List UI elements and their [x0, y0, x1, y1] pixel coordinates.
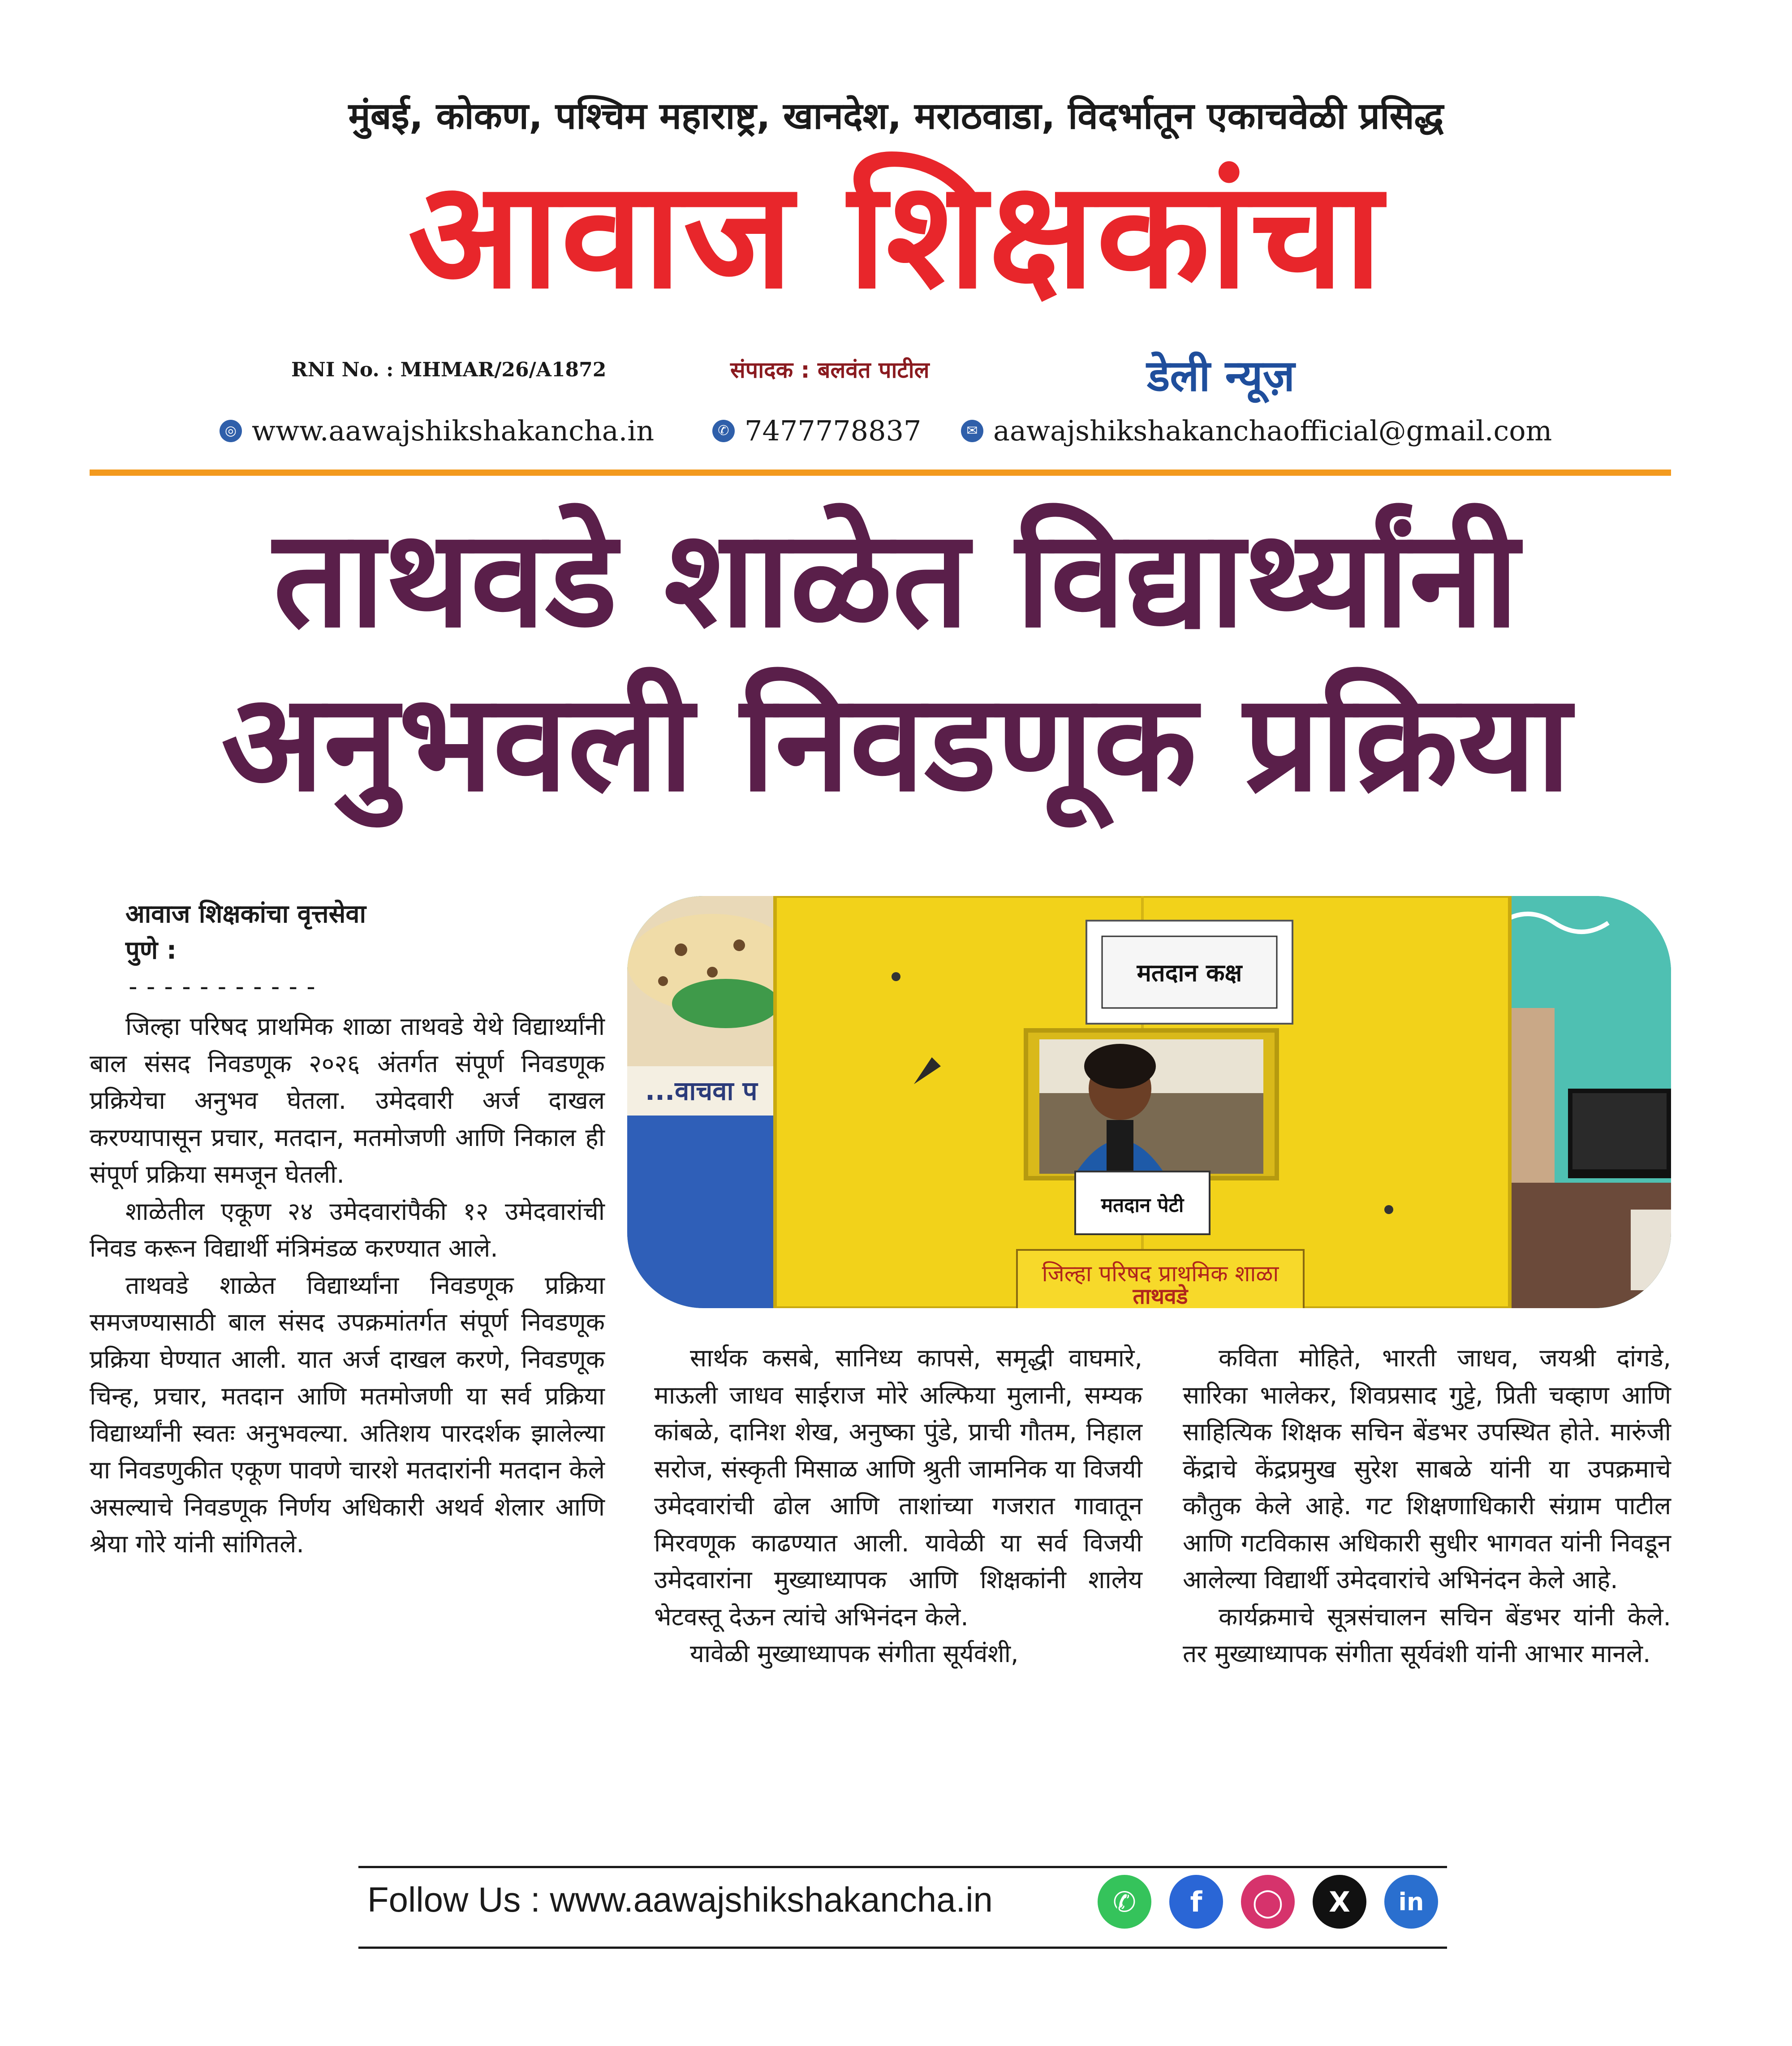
footer-divider-bottom [358, 1947, 1447, 1949]
daily-news-label: डेली न्यूज़ [1147, 351, 1295, 401]
paragraph: सार्थक कसबे, सानिध्य कापसे, समृद्धी वाघमारे, माऊली जाधव साईराज मोरे अल्फिया मुलानी, सम्यक कांबळे, दानिश शेख, अनुष्का पुंडे, प्राची गौतम, निहाल सरोज, संस्कृती मिसाळ आणि श्रुती जामनिक या विजयी उमेदवारांची ढोल आणि ताशांच्या गजरात गावातून मिरवणूक काढण्यात आली. यावेळी या सर्व विजयी उमेदवारांना मुख्याध्यापक आणि शिक्षकांनी शालेय भेटवस्तू देऊन त्यांचे अभिनंदन केले. [654, 1344, 1142, 1631]
byline-separator: ----------- [125, 972, 321, 1001]
paragraph: कविता मोहिते, भारती जाधव, जयश्री दांगडे, सारिका भालेकर, शिवप्रसाद गुट्टे, प्रिती चव्हाण आणि साहित्यिक शिक्षक सचिन बेंडभर उपस्थित होते. मारुंजी केंद्राचे केंद्रप्रमुख सुरेश साबळे यांनी या उपक्रमाचे कौतुक केले आहे. गट शिक्षणाधिकारी संग्राम पाटील आणि गटविकास अधिकारी सुधीर भागवत यांनी निवडून आलेल्या विद्यार्थी उमेदवारांचे अभिनंदन केले आहे. [1183, 1344, 1671, 1594]
article-photo [627, 896, 1671, 1308]
editor-name: संपादक : बलवंत पाटील [730, 357, 930, 383]
facebook-icon[interactable]: f [1169, 1875, 1223, 1929]
article-column-1 [90, 1008, 605, 1563]
instagram-icon[interactable]: ◯ [1241, 1875, 1295, 1929]
school-name: जिल्हा परिषद प्राथमिक शाळा [1042, 1261, 1279, 1287]
headline-line-1: ताथवडे शाळेत विद्यार्थ्यांनी [273, 501, 1519, 657]
website-text: www.aawajshikshakancha.in [252, 414, 655, 447]
paragraph: शाळेतील एकूण २४ उमेदवारांपैकी १२ उमेदवारांची निवड करून विद्यार्थी मंत्रिमंडळ करण्यात आले. [90, 1197, 605, 1262]
headline-line-2: अनुभवली निवडणूक प्रक्रिया [221, 665, 1571, 821]
byline-agency: आवाज शिक्षकांचा वृत्तसेवा [125, 900, 366, 929]
paragraph: जिल्हा परिषद प्राथमिक शाळा ताथवडे येथे विद्यार्थ्यांनी बाल संसद निवडणूक २०२६ अंतर्गत संपूर्ण निवडणूक प्रक्रियेचा अनुभव घेतला. उमेदवारी अर्ज दाखल करण्यापासून प्रचार, मतदान, मतमोजणी आणि निकाल ही संपूर्ण प्रक्रिया समजून घेतली. [90, 1012, 605, 1189]
wall-text-left: ...वाचवा प [645, 1076, 758, 1106]
byline [125, 896, 366, 969]
article-column-3 [1183, 1340, 1671, 1672]
article-column-2 [654, 1340, 1142, 1672]
masthead-tagline: मुंबई, कोकण, पश्चिम महाराष्ट्र, खानदेश, मराठवाडा, विदर्भातून एकाचवेळी प्रसिद्ध [348, 95, 1444, 138]
mail-icon: ✉ [961, 420, 983, 442]
contact-email[interactable] [961, 414, 1552, 447]
phone-icon: ✆ [712, 420, 735, 442]
paragraph: कार्यक्रमाचे सूत्रसंचालन सचिन बेंडभर यांनी केले. तर मुख्याध्यापक संगीता सूर्यवंशी यांनी आभार मानले. [1183, 1602, 1671, 1668]
footer-divider-top [358, 1866, 1447, 1868]
follow-us-text[interactable]: Follow Us : www.aawajshikshakancha.in [367, 1880, 993, 1919]
paragraph: ताथवडे शाळेत विद्यार्थ्यांना निवडणूक प्रक्रिया समजण्यासाठी बाल संसद उपक्रमांतर्गत संपूर्ण निवडणूक प्रक्रिया घेण्यात आली. यात अर्ज दाखल करणे, निवडणूक चिन्ह, प्रचार, मतदान आणि मतमोजणी या सर्व प्रक्रिया विद्यार्थ्यांनी स्वतः अनुभवल्या. अतिशय पारदर्शक झालेल्या या निवडणुकीत एकूण पावणे चारशे मतदारांनी मतदान केले असल्याचे निवडणूक निर्णय अधिकारी अथर्व शेलार आणि श्रेया गोरे यांनी सांगितले. [90, 1271, 605, 1558]
linkedin-icon[interactable]: in [1384, 1875, 1438, 1929]
contact-website[interactable] [220, 414, 654, 447]
newspaper-title: आवाज शिक्षकांचा [408, 149, 1384, 321]
whatsapp-icon[interactable]: ✆ [1098, 1875, 1151, 1929]
email-text: aawajshikshakanchaofficial@gmail.com [993, 414, 1552, 447]
byline-place: पुणे : [125, 936, 177, 965]
header-divider [90, 470, 1671, 476]
phone-text: 7477778837 [745, 414, 922, 447]
rni-number: RNI No. : MHMAR/26/A1872 [291, 358, 607, 381]
x-icon[interactable]: X [1313, 1875, 1366, 1929]
article-headline [0, 497, 1792, 825]
paragraph: यावेळी मुख्याध्यापक संगीता सूर्यवंशी, [690, 1639, 1019, 1668]
booth-sign: मतदान कक्ष [1137, 959, 1242, 987]
school-place: ताथवडे [1133, 1284, 1188, 1308]
ballot-box-sign: मतदान पेटी [1101, 1194, 1184, 1217]
contact-phone[interactable] [712, 414, 921, 447]
globe-icon: ◎ [220, 420, 242, 442]
